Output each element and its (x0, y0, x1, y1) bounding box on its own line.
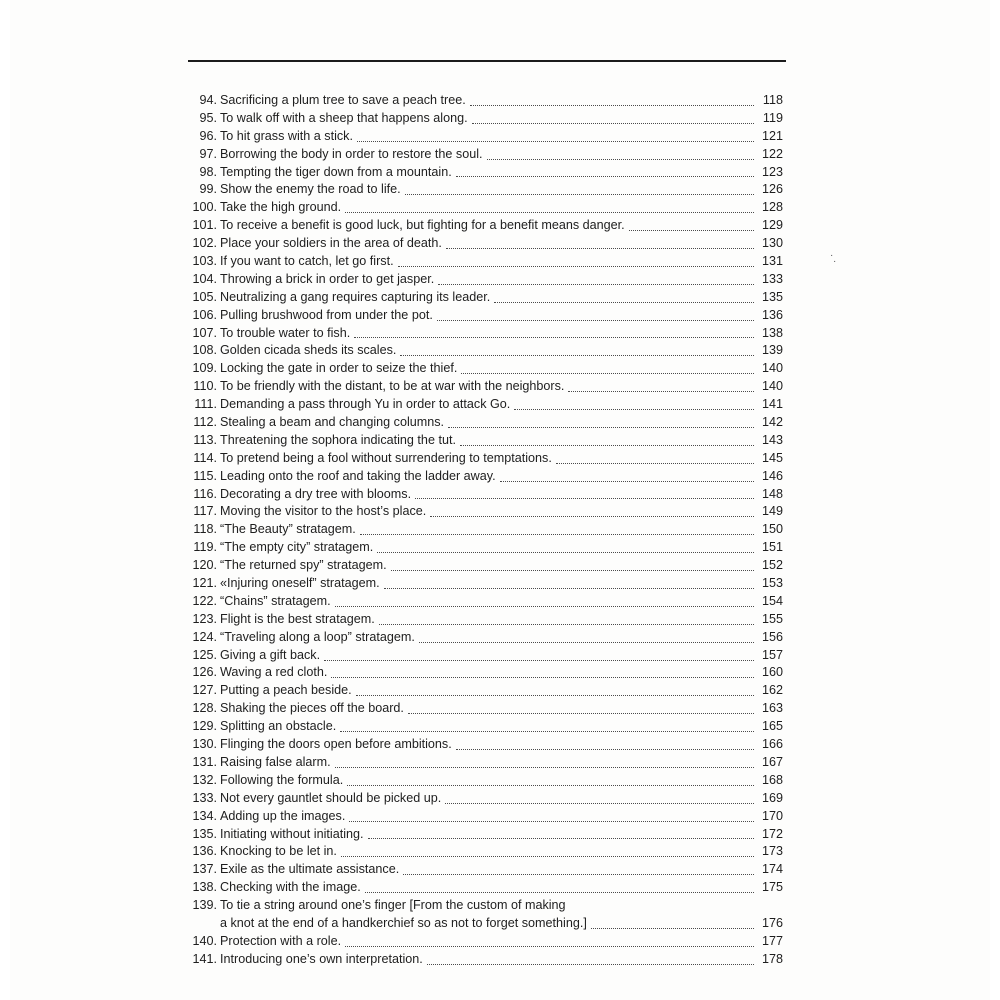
dot-leader (456, 748, 754, 750)
dot-leader (494, 301, 754, 303)
toc-entry (185, 307, 783, 325)
entry-number: 133. (192, 790, 217, 805)
entry-page-number: 173 (761, 844, 783, 859)
entry-page-number: 131 (761, 254, 783, 268)
entry-title: Moving the visitor to the host’s place. (220, 504, 427, 519)
toc-entry (185, 557, 783, 575)
toc-entry (185, 450, 783, 468)
dot-leader (500, 480, 754, 482)
toc-entry (185, 826, 783, 844)
entry-title: Introducing one’s own interpretation. (220, 951, 423, 966)
entry-number: 125. (192, 647, 217, 662)
entry-page-number: 119 (762, 110, 783, 125)
entry-title: “Traveling along a loop” stratagem. (220, 629, 415, 644)
entry-page-number: 176 (761, 915, 783, 930)
entry-number: 124. (192, 629, 217, 644)
entry-title: Tempting the tiger down from a mountain. (220, 164, 452, 179)
entry-number: 98. (199, 164, 217, 179)
entry-number: 116. (193, 486, 217, 501)
toc-entry (185, 128, 783, 146)
toc-entry (185, 808, 783, 826)
entry-page-number: 139 (761, 343, 783, 358)
toc-entry (185, 861, 783, 879)
entry-page-number: 140 (761, 379, 783, 394)
entry-title: Flight is the best stratagem. (220, 611, 375, 626)
dot-leader (556, 462, 754, 464)
toc-entry (185, 253, 783, 271)
toc-entry (185, 521, 783, 539)
entry-page-number: 160 (761, 665, 783, 680)
entry-title: Checking with the image. (220, 880, 361, 895)
toc-entry (185, 897, 783, 933)
entry-number: 117. (193, 504, 217, 519)
toc-entry (185, 414, 783, 432)
entry-title: Throwing a brick in order to get jasper. (220, 271, 435, 286)
scan-speck: · (830, 250, 834, 261)
toc-entry (185, 754, 783, 772)
toc-entry (185, 342, 783, 360)
dot-leader (472, 122, 754, 124)
dot-leader (354, 336, 754, 338)
dot-leader (461, 372, 754, 374)
entry-number: 102. (192, 236, 217, 251)
entry-page-number: 130 (761, 236, 783, 251)
entry-page-number: 156 (761, 629, 783, 644)
entry-number: 95. (199, 110, 217, 125)
entry-title: Locking the gate in order to seize the thief. (220, 361, 458, 376)
entry-number: 132. (192, 772, 217, 787)
dot-leader (335, 605, 754, 607)
toc-entry (185, 235, 783, 253)
entry-title: “The Beauty” stratagem. (220, 522, 356, 537)
entry-title: Sacrificing a plum tree to save a peach tree. (220, 92, 466, 107)
entry-number: 123. (192, 611, 217, 626)
dot-leader (341, 855, 754, 857)
header-rule (188, 60, 786, 62)
dot-leader (445, 802, 754, 804)
entry-page-number: 126 (761, 182, 783, 197)
entry-title: Decorating a dry tree with blooms. (220, 486, 412, 501)
entry-title: To tie a string around one’s finger [From the custom of making (220, 898, 566, 913)
dot-leader (487, 158, 754, 160)
entry-title: Stealing a beam and changing columns. (220, 415, 445, 430)
dot-leader (345, 211, 754, 213)
dot-leader (368, 837, 754, 839)
toc-entry (185, 790, 783, 808)
dot-leader (400, 354, 754, 356)
toc-entry (185, 378, 783, 396)
entry-title: Demanding a pass through Yu in order to attack Go. (220, 397, 511, 412)
toc-entry (185, 199, 783, 217)
entry-page-number: 146 (761, 468, 783, 483)
toc-entry (185, 396, 783, 414)
entry-page-number: 122 (761, 146, 783, 161)
entry-number: 110. (193, 379, 217, 394)
entry-title: Knocking to be let in. (220, 844, 337, 859)
entry-title: To hit grass with a stick. (220, 128, 353, 143)
entry-page-number: 172 (761, 826, 783, 841)
entry-page-number: 128 (761, 200, 783, 215)
entry-number: 140. (192, 933, 217, 948)
entry-page-number: 148 (761, 486, 783, 501)
entry-title: “Chains” stratagem. (220, 593, 331, 608)
entry-title: Raising false alarm. (220, 754, 331, 769)
dot-leader (403, 873, 754, 875)
entry-line (185, 915, 783, 933)
entry-number: 113. (193, 432, 217, 447)
entry-page-number: 129 (761, 218, 783, 233)
toc-entry (185, 736, 783, 754)
dot-leader (448, 426, 754, 428)
entry-page-number: 145 (761, 450, 783, 465)
entry-title: Show the enemy the road to life. (220, 182, 401, 197)
toc-entry (185, 181, 783, 199)
entry-title-continued: a knot at the end of a handkerchief so as not to forget something.] (220, 915, 587, 930)
entry-page-number: 170 (761, 808, 783, 823)
toc-entry (185, 879, 783, 897)
entry-title: “The empty city” stratagem. (220, 540, 374, 555)
dot-leader (331, 676, 754, 678)
dot-leader (340, 730, 754, 732)
entry-page-number: 155 (761, 611, 783, 626)
entry-number: 134. (192, 808, 217, 823)
dot-leader (324, 659, 754, 661)
table-of-contents (185, 92, 783, 969)
entry-number: 115. (193, 468, 217, 483)
toc-entry (185, 110, 783, 128)
entry-title: Putting a peach beside. (220, 683, 352, 698)
entry-page-number: 142 (761, 415, 783, 430)
dot-leader (357, 140, 754, 142)
entry-number: 109. (192, 361, 217, 376)
dot-leader (470, 104, 754, 106)
entry-title: To walk off with a sheep that happens along. (220, 110, 468, 125)
entry-number: 128. (192, 701, 217, 716)
toc-entry (185, 665, 783, 683)
toc-entry (185, 468, 783, 486)
dot-leader (365, 891, 754, 893)
entry-title: Pulling brushwood from under the pot. (220, 307, 433, 322)
toc-entry (185, 682, 783, 700)
entry-number: 99. (199, 182, 217, 197)
entry-page-number: 152 (761, 558, 783, 573)
dot-leader (514, 408, 754, 410)
entry-title: Threatening the sophora indicating the tut. (220, 432, 456, 447)
entry-number: 141. (192, 951, 217, 966)
toc-entry (185, 700, 783, 718)
dot-leader (460, 444, 754, 446)
entry-title: To receive a benefit is good luck, but fighting for a benefit means danger. (220, 218, 625, 233)
entry-title: Neutralizing a gang requires capturing its leader. (220, 289, 491, 304)
entry-page-number: 151 (761, 540, 783, 555)
entry-title: To trouble water to fish. (220, 325, 351, 340)
dot-leader (437, 319, 754, 321)
entry-number: 94. (199, 92, 217, 107)
dot-leader (391, 569, 754, 571)
scan-speck: · (833, 256, 837, 267)
entry-number: 97. (199, 146, 217, 161)
dot-leader (568, 390, 754, 392)
entry-page-number: 178 (761, 951, 783, 966)
entry-title: Take the high ground. (220, 200, 342, 215)
entry-title: Shaking the pieces off the board. (220, 701, 404, 716)
entry-number: 131. (192, 754, 217, 769)
entry-number: 107. (192, 325, 217, 340)
entry-title: If you want to catch, let go first. (220, 254, 394, 268)
entry-page-number: 163 (761, 701, 783, 716)
entry-page-number: 123 (761, 164, 783, 179)
dot-leader (438, 283, 754, 285)
entry-title: Following the formula. (220, 772, 344, 787)
dot-leader (345, 945, 754, 947)
toc-entry (185, 843, 783, 861)
entry-page-number: 165 (761, 719, 783, 734)
entry-title: Leading onto the roof and taking the ladder away. (220, 468, 496, 483)
toc-entry (185, 486, 783, 504)
dot-leader (356, 694, 754, 696)
toc-entry (185, 146, 783, 164)
entry-title: Protection with a role. (220, 933, 342, 948)
toc-entry (185, 503, 783, 521)
entry-page-number: 168 (761, 772, 783, 787)
dot-leader (398, 265, 754, 267)
entry-title: To pretend being a fool without surrendering to temptations. (220, 450, 552, 465)
entry-title: Place your soldiers in the area of death. (220, 236, 442, 251)
entry-page-number: 149 (761, 504, 783, 519)
dot-leader (427, 963, 754, 965)
entry-number: 119. (193, 540, 217, 555)
entry-title: Exile as the ultimate assistance. (220, 862, 400, 877)
toc-entry (185, 629, 783, 647)
dot-leader (360, 533, 754, 535)
entry-title: Waving a red cloth. (220, 665, 328, 680)
entry-page-number: 157 (761, 647, 783, 662)
entry-number: 114. (193, 450, 217, 465)
entry-page-number: 174 (761, 862, 783, 877)
entry-number: 120. (192, 558, 217, 573)
dot-leader (408, 712, 754, 714)
entry-page-number: 135 (761, 289, 783, 304)
toc-entry (185, 164, 783, 182)
entry-number: 122. (192, 593, 217, 608)
entry-number: 139. (192, 898, 217, 913)
dot-leader (347, 784, 754, 786)
entry-page-number: 175 (761, 880, 783, 895)
entry-title: Adding up the images. (220, 808, 346, 823)
toc-entry (185, 951, 783, 969)
dot-leader (349, 820, 754, 822)
dot-leader (384, 587, 754, 589)
entry-page-number: 162 (761, 683, 783, 698)
toc-entry (185, 575, 783, 593)
book-page (10, 0, 990, 1000)
entry-number: 108. (192, 343, 217, 358)
entry-title: Flinging the doors open before ambitions. (220, 737, 452, 752)
toc-entry (185, 271, 783, 289)
entry-page-number: 153 (761, 576, 783, 591)
entry-title: Splitting an obstacle. (220, 719, 337, 734)
toc-entry (185, 611, 783, 629)
toc-entry (185, 217, 783, 235)
entry-number: 105. (192, 289, 217, 304)
toc-entry (185, 647, 783, 665)
entry-number: 127. (192, 683, 217, 698)
entry-title: “The returned spy” stratagem. (220, 558, 387, 573)
entry-title: «Injuring oneself” stratagem. (220, 576, 380, 591)
dot-leader (415, 497, 754, 499)
toc-entry (185, 772, 783, 790)
entry-page-number: 150 (761, 522, 783, 537)
toc-entry (185, 933, 783, 951)
entry-page-number: 141 (761, 397, 783, 412)
entry-page-number: 136 (761, 307, 783, 322)
entry-number: 104. (192, 271, 217, 286)
dot-leader (379, 623, 754, 625)
toc-entry (185, 432, 783, 450)
dot-leader (377, 551, 754, 553)
entry-page-number: 143 (761, 432, 783, 447)
dot-leader (591, 927, 754, 929)
entry-page-number: 154 (761, 593, 783, 608)
entry-title: Golden cicada sheds its scales. (220, 343, 397, 358)
toc-entry (185, 593, 783, 611)
entry-number: 121. (192, 576, 217, 591)
entry-number: 111. (194, 397, 217, 412)
toc-entry (185, 360, 783, 378)
entry-number: 136. (192, 844, 217, 859)
entry-number: 137. (192, 862, 217, 877)
entry-number: 130. (192, 737, 217, 752)
entry-number: 135. (192, 826, 217, 841)
entry-number: 103. (192, 254, 217, 268)
dot-leader (405, 193, 754, 195)
entry-line (185, 897, 783, 915)
entry-title: Giving a gift back. (220, 647, 321, 662)
entry-number: 100. (192, 200, 217, 215)
entry-page-number: 121 (761, 128, 783, 143)
entry-number: 101. (192, 218, 217, 233)
entry-number: 126. (192, 665, 217, 680)
entry-title: To be friendly with the distant, to be at war with the neighbors. (220, 379, 565, 394)
toc-entry (185, 539, 783, 557)
entry-page-number: 118 (762, 92, 783, 107)
toc-entry (185, 718, 783, 736)
entry-page-number: 167 (761, 754, 783, 769)
dot-leader (629, 229, 754, 231)
dot-leader (430, 515, 754, 517)
entry-number: 96. (199, 128, 217, 143)
toc-entry (185, 92, 783, 110)
entry-title: Not every gauntlet should be picked up. (220, 790, 442, 805)
toc-entry (185, 289, 783, 307)
entry-page-number: 177 (761, 933, 783, 948)
toc-entry (185, 325, 783, 343)
entry-number: 138. (192, 880, 217, 895)
entry-number: 129. (192, 719, 217, 734)
dot-leader (446, 247, 754, 249)
entry-page-number: 169 (761, 790, 783, 805)
entry-number: 106. (192, 307, 217, 322)
entry-number: 112. (193, 415, 217, 430)
entry-page-number: 166 (761, 737, 783, 752)
dot-leader (456, 175, 754, 177)
entry-page-number: 138 (761, 325, 783, 340)
dot-leader (335, 766, 754, 768)
entry-number: 118. (193, 522, 217, 537)
entry-page-number: 133 (761, 271, 783, 286)
entry-title: Borrowing the body in order to restore the soul. (220, 146, 483, 161)
entry-title: Initiating without initiating. (220, 826, 364, 841)
entry-page-number: 140 (761, 361, 783, 376)
dot-leader (419, 641, 754, 643)
